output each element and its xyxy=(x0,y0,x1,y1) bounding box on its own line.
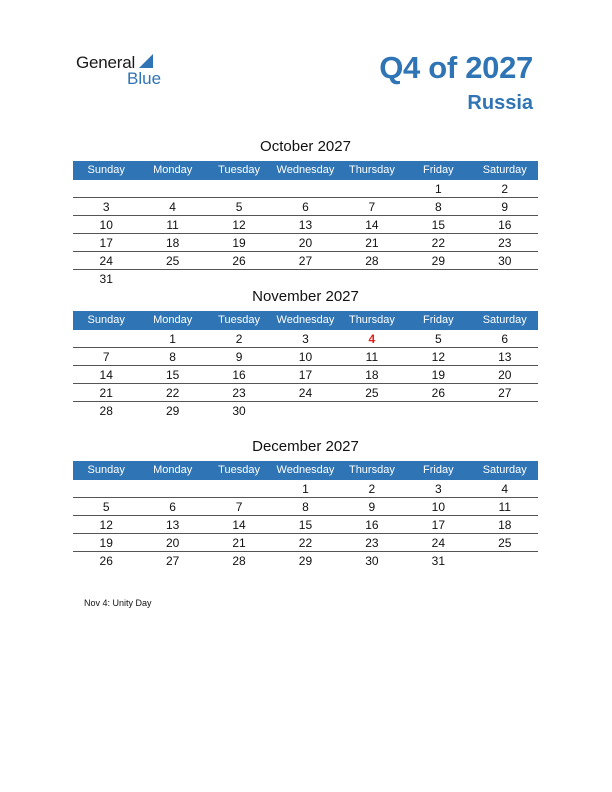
day-cell: 8 xyxy=(169,350,176,364)
weekday-label: Saturday xyxy=(482,464,527,476)
day-cell xyxy=(339,402,405,419)
day-cell: 24 xyxy=(431,536,445,550)
day-cell: 28 xyxy=(232,554,246,568)
day-cell: 23 xyxy=(232,386,246,400)
day-cell: 28 xyxy=(99,404,113,418)
day-cell: 10 xyxy=(99,218,113,232)
day-cell: 26 xyxy=(232,254,246,268)
day-cell: 7 xyxy=(102,350,110,364)
day-cell: 3 xyxy=(102,200,110,214)
day-cell: 17 xyxy=(431,518,445,532)
weekday-header xyxy=(73,161,538,180)
week-row xyxy=(73,480,538,498)
day-cell xyxy=(472,552,538,569)
day-cell: 10 xyxy=(431,500,445,514)
day-cell: 20 xyxy=(298,236,313,250)
week-row xyxy=(73,270,538,287)
day-cell: 21 xyxy=(365,236,379,250)
day-cell xyxy=(405,402,471,419)
weekday-label: Friday xyxy=(423,464,454,476)
holiday-note: Nov 4: Unity Day xyxy=(84,598,152,608)
day-cell: 6 xyxy=(169,500,176,514)
day-cell xyxy=(139,270,205,287)
day-cell: 25 xyxy=(498,536,512,550)
weekday-label: Tuesday xyxy=(218,464,260,476)
day-cell: 11 xyxy=(498,500,511,514)
week-row xyxy=(73,366,538,384)
weekday-label: Saturday xyxy=(482,314,527,326)
day-cell: 12 xyxy=(431,350,445,364)
weekday-label: Thursday xyxy=(348,464,395,476)
page-title: Q4 of 2027 xyxy=(379,50,533,85)
day-cell: 11 xyxy=(365,350,379,364)
month-calendar-december xyxy=(73,437,538,569)
week-row xyxy=(73,498,538,516)
day-cell xyxy=(339,180,405,197)
day-cell: 4 xyxy=(169,200,176,214)
day-cell xyxy=(73,480,139,497)
weekday-header xyxy=(73,461,538,480)
day-cell: 21 xyxy=(232,536,246,550)
day-cell: 21 xyxy=(99,386,113,400)
week-row xyxy=(73,216,538,234)
day-cell xyxy=(405,270,471,287)
day-cell: 27 xyxy=(498,386,512,400)
day-cell: 12 xyxy=(99,518,113,532)
day-cell xyxy=(472,402,538,419)
day-cell: 19 xyxy=(99,536,113,550)
day-cell: 7 xyxy=(235,500,243,514)
day-cell: 24 xyxy=(298,386,313,400)
month-weeks xyxy=(73,480,538,569)
day-cell: 17 xyxy=(99,236,113,250)
day-cell: 13 xyxy=(165,518,180,532)
day-cell: 23 xyxy=(365,536,379,550)
day-cell: 18 xyxy=(165,236,180,250)
generalblue-logo xyxy=(76,52,176,92)
logo-general-text: General xyxy=(76,53,136,72)
weekday-label: Monday xyxy=(153,464,193,476)
day-cell xyxy=(272,180,338,197)
day-cell: 6 xyxy=(302,200,309,214)
day-cell: 14 xyxy=(232,518,246,532)
weekday-label: Saturday xyxy=(482,164,527,176)
day-cell: 29 xyxy=(298,554,313,568)
day-cell: 16 xyxy=(365,518,379,532)
day-cell: 4 xyxy=(501,482,509,496)
day-cell: 25 xyxy=(165,254,180,268)
day-cell xyxy=(272,270,338,287)
weekday-label: Tuesday xyxy=(218,164,260,176)
weekday-label: Friday xyxy=(423,314,454,326)
day-cell: 9 xyxy=(501,200,509,214)
day-cell xyxy=(206,180,272,197)
day-cell xyxy=(339,270,405,287)
weekday-label: Sunday xyxy=(87,314,125,326)
day-cell: 4 xyxy=(368,332,376,346)
month-title: October 2027 xyxy=(260,138,351,155)
day-cell: 28 xyxy=(365,254,379,268)
day-cell: 19 xyxy=(232,236,246,250)
weekday-label: Thursday xyxy=(348,164,395,176)
day-cell: 13 xyxy=(498,350,512,364)
day-cell: 18 xyxy=(365,368,379,382)
day-cell: 24 xyxy=(99,254,113,268)
week-row xyxy=(73,330,538,348)
day-cell: 14 xyxy=(365,218,379,232)
day-cell xyxy=(272,402,338,419)
logo-blue-text: Blue xyxy=(127,69,162,88)
weekday-label: Tuesday xyxy=(218,314,260,326)
day-cell xyxy=(73,180,139,197)
day-cell: 2 xyxy=(368,482,376,496)
day-cell: 20 xyxy=(165,536,180,550)
weekday-label: Wednesday xyxy=(276,164,335,176)
day-cell: 15 xyxy=(165,368,180,382)
week-row xyxy=(73,198,538,216)
weekday-label: Sunday xyxy=(87,164,125,176)
day-cell xyxy=(206,270,272,287)
weekday-header xyxy=(73,311,538,330)
day-cell: 3 xyxy=(302,332,309,346)
weekday-label: Sunday xyxy=(87,464,125,476)
day-cell xyxy=(472,270,538,287)
day-cell: 14 xyxy=(99,368,113,382)
week-row xyxy=(73,180,538,198)
day-cell: 7 xyxy=(368,200,376,214)
day-cell: 16 xyxy=(498,218,512,232)
week-row xyxy=(73,234,538,252)
week-row xyxy=(73,552,538,569)
week-row xyxy=(73,516,538,534)
day-cell: 13 xyxy=(298,218,313,232)
weekday-label: Monday xyxy=(153,164,193,176)
day-cell: 27 xyxy=(298,254,313,268)
month-weeks xyxy=(73,180,538,287)
day-cell: 31 xyxy=(431,554,445,568)
day-cell: 17 xyxy=(298,368,313,382)
day-cell xyxy=(139,480,205,497)
day-cell: 5 xyxy=(102,500,110,514)
month-weeks xyxy=(73,330,538,419)
week-row xyxy=(73,402,538,419)
week-row xyxy=(73,348,538,366)
weekday-label: Wednesday xyxy=(276,314,335,326)
week-row xyxy=(73,252,538,270)
weekday-label: Friday xyxy=(423,164,454,176)
week-row xyxy=(73,534,538,552)
logo-triangle-icon xyxy=(139,54,153,68)
day-cell: 5 xyxy=(235,200,243,214)
day-cell: 23 xyxy=(498,236,512,250)
day-cell: 1 xyxy=(169,332,176,346)
day-cell: 31 xyxy=(99,272,113,286)
month-title: November 2027 xyxy=(252,288,359,305)
weekday-label: Thursday xyxy=(348,314,395,326)
day-cell: 25 xyxy=(365,386,379,400)
day-cell: 19 xyxy=(431,368,445,382)
day-cell: 5 xyxy=(434,332,442,346)
day-cell: 12 xyxy=(232,218,246,232)
day-cell: 2 xyxy=(501,182,509,196)
day-cell: 26 xyxy=(431,386,445,400)
day-cell: 9 xyxy=(368,500,376,514)
day-cell: 1 xyxy=(302,482,309,496)
day-cell: 29 xyxy=(431,254,445,268)
day-cell: 29 xyxy=(165,404,180,418)
day-cell: 15 xyxy=(431,218,445,232)
day-cell: 6 xyxy=(501,332,509,346)
day-cell xyxy=(73,330,139,347)
country-name: Russia xyxy=(467,92,533,114)
day-cell: 30 xyxy=(232,404,246,418)
weekday-label: Wednesday xyxy=(276,464,335,476)
day-cell: 22 xyxy=(165,386,180,400)
day-cell: 15 xyxy=(298,518,313,532)
day-cell: 16 xyxy=(232,368,246,382)
day-cell: 9 xyxy=(235,350,243,364)
day-cell: 2 xyxy=(235,332,243,346)
weekday-label: Monday xyxy=(153,314,193,326)
day-cell: 20 xyxy=(498,368,512,382)
day-cell: 26 xyxy=(99,554,113,568)
day-cell: 18 xyxy=(498,518,512,532)
day-cell: 8 xyxy=(302,500,309,514)
day-cell: 30 xyxy=(498,254,512,268)
day-cell: 8 xyxy=(434,200,442,214)
day-cell: 10 xyxy=(298,350,313,364)
day-cell: 27 xyxy=(165,554,180,568)
day-cell: 30 xyxy=(365,554,379,568)
month-calendar-october xyxy=(73,137,538,287)
day-cell xyxy=(206,480,272,497)
day-cell: 3 xyxy=(434,482,442,496)
day-cell: 11 xyxy=(166,218,179,232)
day-cell: 22 xyxy=(298,536,313,550)
day-cell: 22 xyxy=(431,236,445,250)
day-cell xyxy=(139,180,205,197)
month-calendar-november xyxy=(73,287,538,419)
day-cell: 1 xyxy=(434,182,442,196)
month-title: December 2027 xyxy=(252,438,359,455)
week-row xyxy=(73,384,538,402)
